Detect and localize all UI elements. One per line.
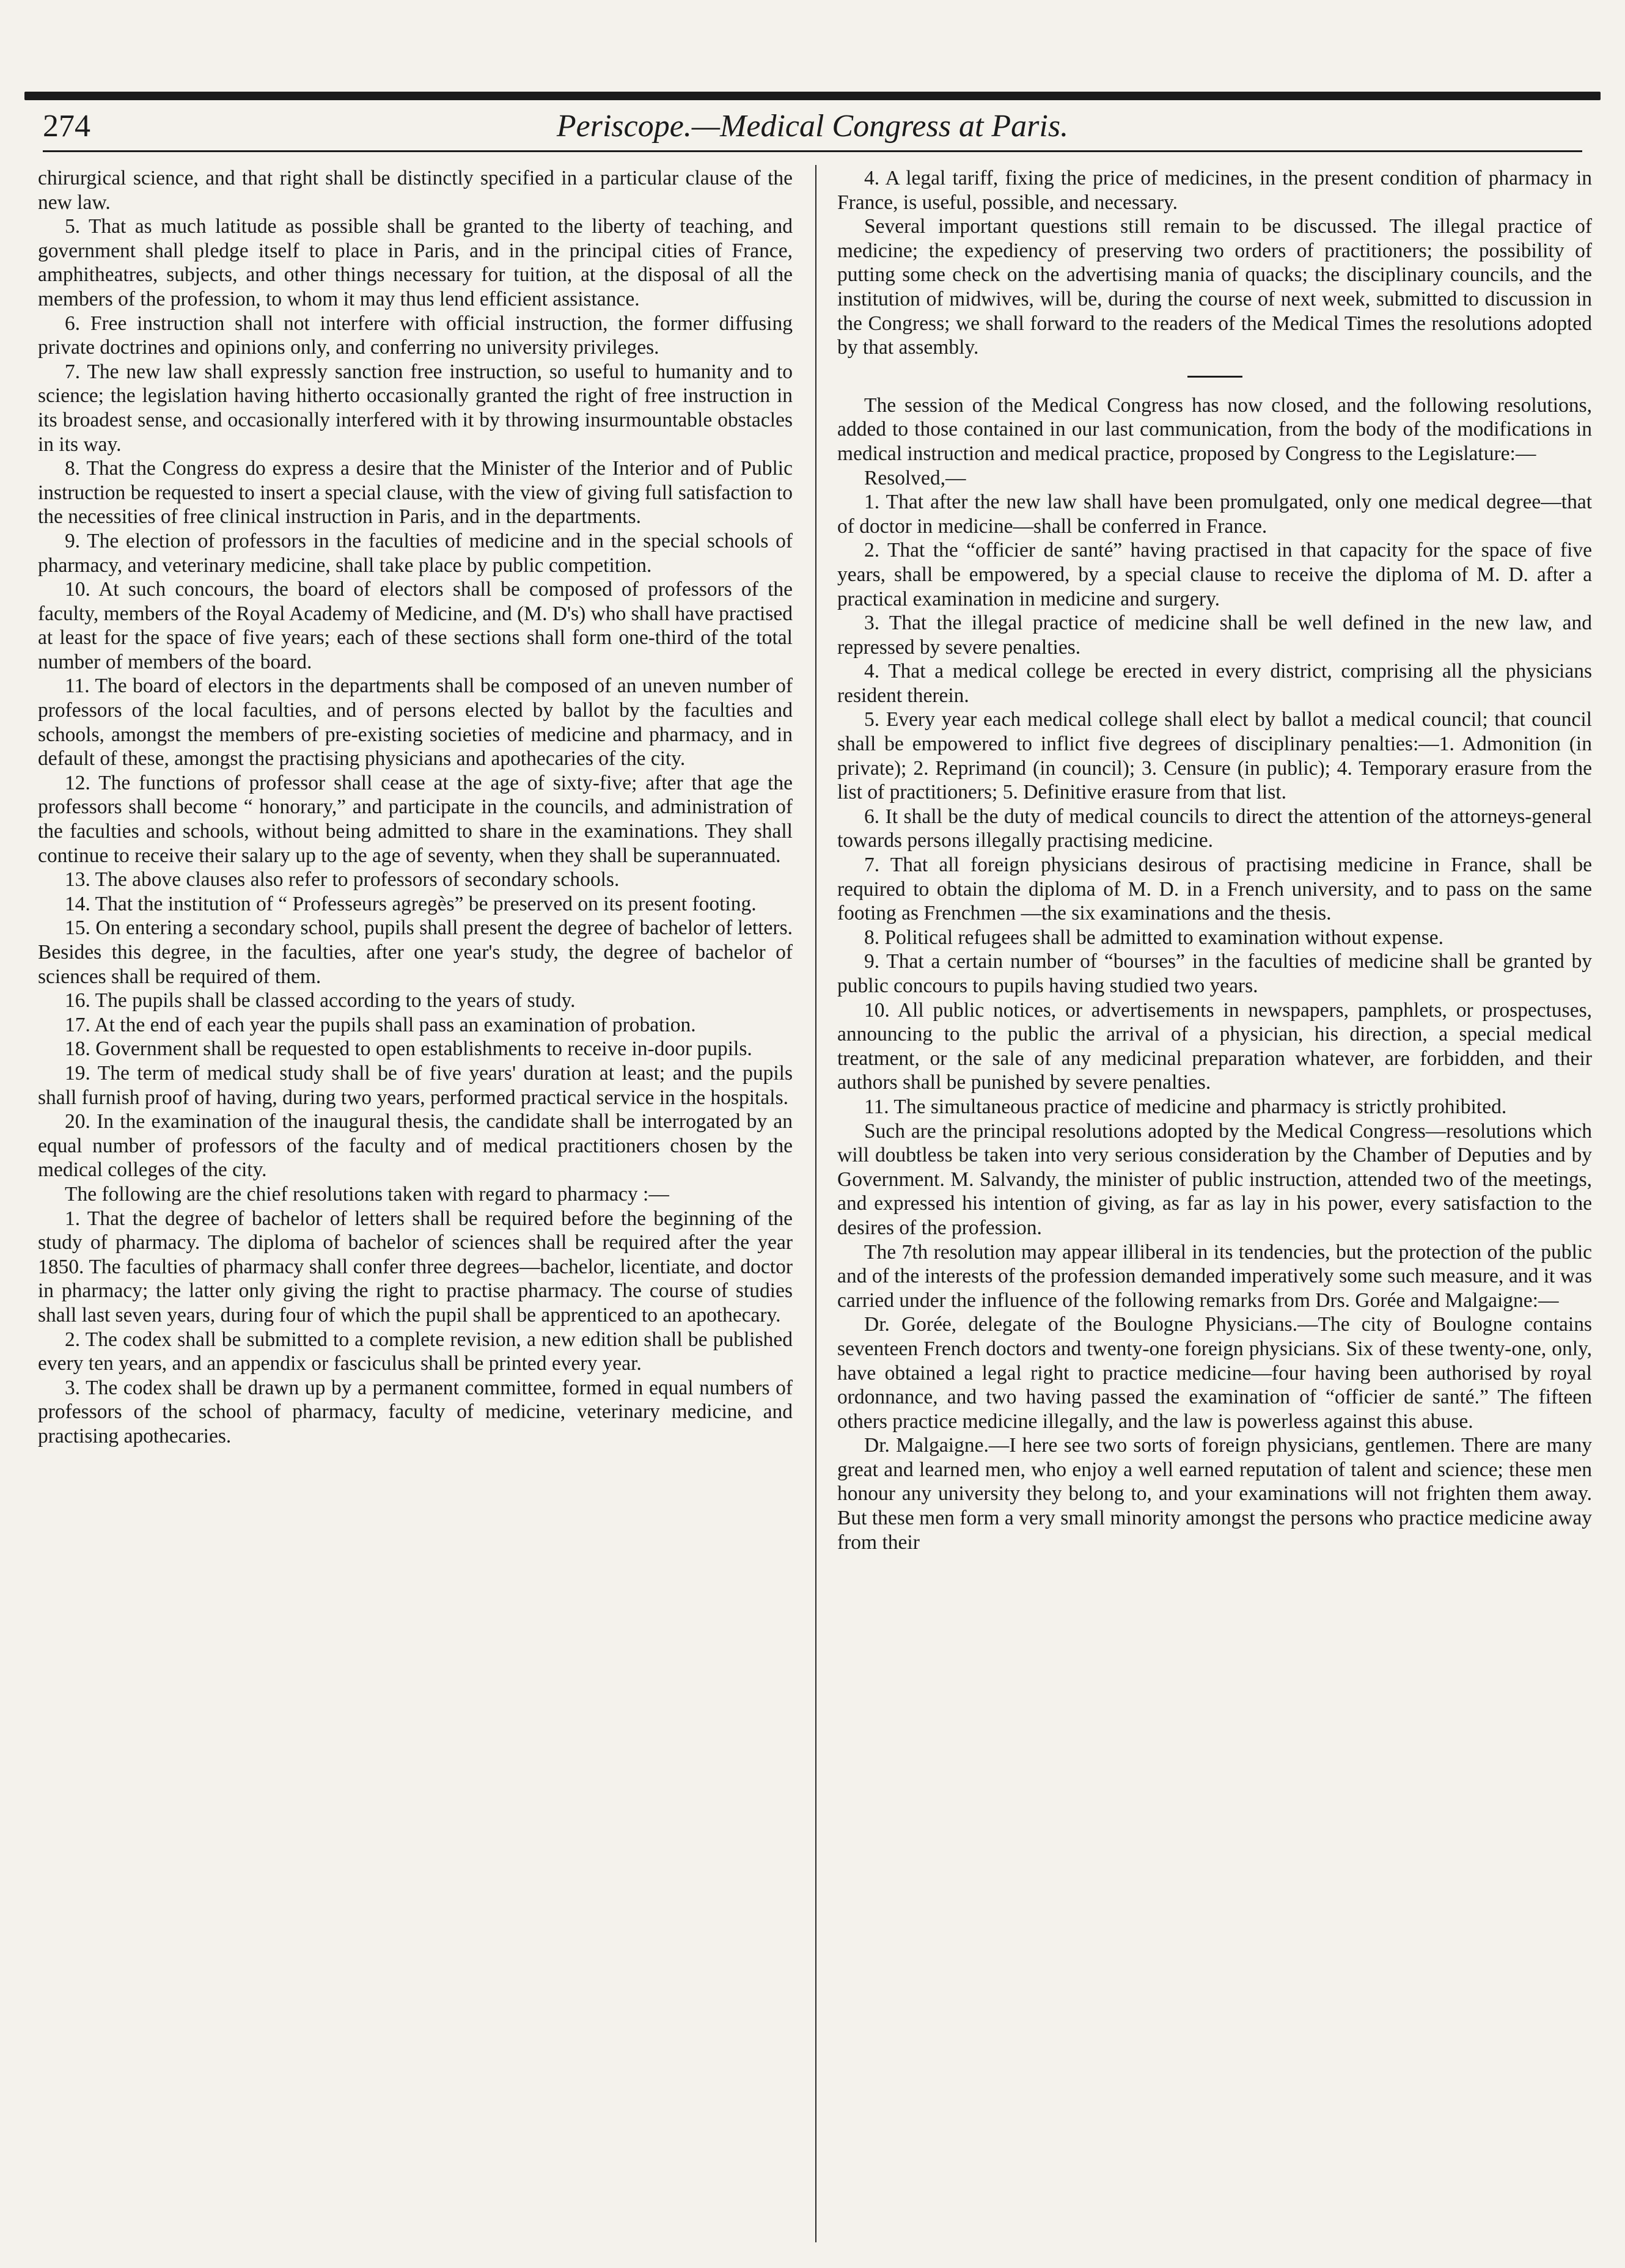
paragraph: 6. Free instruction shall not interfere with official instruction, the former diffusing private doctrines and opinions only, and conferring no university privileges. [38,312,793,359]
paragraph: Such are the principal resolutions adopted by the Medical Congress—resolutions which will doubtless be taken into very serious consideration by the Chamber of Deputies and by Government. M. Salvandy, the minister of public instruction, attended two of the meetings, and expressed his intention of giving, as far as lay in his power, every satisfaction to the desires of the profession. [837,1119,1592,1239]
running-head: Periscope.—Medical Congress at Paris. [556,109,1069,144]
paragraph: 4. That a medical college be erected in every district, comprising all the physicians resident therein. [837,660,1592,707]
paragraph: 8. Political refugees shall be admitted to examination without expense. [864,926,1443,949]
paragraph: 1. That after the new law shall have been promulgated, only one medical degree—that of doctor in medicine—shall be conferred in France. [837,491,1592,538]
paragraph: The following are the chief resolutions taken with regard to pharmacy :— [65,1182,669,1205]
paragraph: 16. The pupils shall be classed according to the years of study. [65,989,576,1012]
paragraph: 7. That all foreign physicians desirous of practising medicine in France, shall be required to obtain the diploma of M. D. in a French university, and to pass on the same footing as Frenchmen —the six examinations and the thesis. [837,854,1592,925]
paragraph: Dr. Malgaigne.—I here see two sorts of foreign physicians, gentlemen. There are many great and learned men, who enjoy a well earned reputation of talent and science; these men honour any university they belong to, and your examinations will not frighten them away. But these men form a very small minority amongst the persons who practice medicine away from their [837,1434,1592,1554]
right-column [837,166,1592,1554]
paragraph: chirurgical science, and that right shall be distinctly specified in a particular clause of the new law. [38,167,793,214]
paragraph: 17. At the end of each year the pupils shall pass an examination of probation. [65,1013,696,1036]
paragraph: 11. The board of electors in the departments shall be composed of an uneven number of professors of the local faculties, and of persons elected by ballot by the faculties and schools, amongst the members of pre-existing societies of medicine and pharmacy, and in default of these, amongst the practising physicians and apothecaries of the city. [38,675,793,770]
paragraph: 9. That a certain number of “bourses” in the faculties of medicine shall be granted by public concours to pupils having studied two years. [837,950,1592,997]
top-rule [24,92,1601,100]
section-divider [1187,376,1242,378]
paragraph: Several important questions still remain to be discussed. The illegal practice of medicine; the expediency of preserving two orders of practitioners; the possibility of putting some check on the advertising mania of quacks; the disciplinary councils, and the institution of midwives, will be, during the course of next week, submitted to discussion in the Congress; we shall forward to the readers of the Medical Times the resolutions adopted by that assembly. [837,215,1592,359]
paragraph: 2. The codex shall be submitted to a complete revision, a new edition shall be published every ten years, and an appendix or fasciculus shall be printed every year. [38,1328,793,1375]
paragraph: 3. The codex shall be drawn up by a permanent committee, formed in equal numbers of professors of the school of pharmacy, faculty of medicine, veterinary medicine, and practising apothecaries. [38,1376,793,1447]
paragraph: 3. That the illegal practice of medicine shall be well defined in the new law, and repressed by severe penalties. [837,612,1592,659]
paragraph: 5. Every year each medical college shall elect by ballot a medical council; that council shall be empowered to inflict five degrees of disciplinary penalties:—1. Admonition (in private); 2. Reprimand (in council); 3. Censure (in public); 4. Temporary erasure from the list of practitioners; 5. Definitive erasure from that list. [837,708,1592,804]
paragraph: 19. The term of medical study shall be of five years' duration at least; and the pupils shall furnish proof of having, during two years, performed practical service in the hospitals. [38,1061,793,1109]
paragraph: 13. The above clauses also refer to professors of secondary schools. [65,868,620,891]
paragraph: 10. At such concours, the board of electors shall be composed of professors of the faculty, members of the Royal Academy of Medicine, and (M. D's) who shall have practised at least for the space of five years; each of these sections shall form one-third of the total number of members of the board. [38,578,793,673]
paragraph: The 7th resolution may appear illiberal in its tendencies, but the protection of the public and of the interests of the profession demanded imperatively some such measure, and it was carried under the influence of the following remarks from Drs. Gorée and Malgaigne:— [837,1240,1592,1312]
paragraph: 1. That the degree of bachelor of letters shall be required before the beginning of the study of pharmacy. The diploma of bachelor of sciences shall be required after the year 1850. The faculties of pharmacy shall confer three degrees—bachelor, licentiate, and doctor in pharmacy; the latter only giving the right to practise pharmacy. The course of studies shall last seven years, during four of which the pupil shall be apprenticed to an apothecary. [38,1207,793,1326]
left-column [38,166,793,1448]
paragraph: 10. All public notices, or advertisements in newspapers, pamphlets, or prospectuses, announcing to the public the arrival of a physician, his direction, a special medical treatment, or the sale of any medicinal preparation whatever, are forbidden, and their authors shall be punished by severe penalties. [837,998,1592,1094]
paragraph: 7. The new law shall expressly sanction free instruction, so useful to humanity and to science; the legislation having hitherto occasionally granted the right of free instruction in its broadest sense, and occasionally interfered with it by throwing insurmountable obstacles in its way. [38,360,793,456]
page-number: 274 [43,109,90,144]
resolved-heading: Resolved,— [864,466,966,489]
paragraph: 18. Government shall be requested to open establishments to receive in-door pupils. [65,1037,752,1061]
paragraph: The session of the Medical Congress has now closed, and the following resolutions, added to those contained in our last communication, from the body of the modifications in medical instruction and medical practice, proposed by Congress to the Legislature:— [837,393,1592,465]
paragraph: 4. A legal tariff, fixing the price of medicines, in the present condition of pharmacy in France, is useful, possible, and necessary. [837,167,1592,214]
paragraph: 8. That the Congress do express a desire that the Minister of the Interior and of Public instruction be requested to insert a special clause, with the view of giving full satisfaction to the necessities of free clinical instruction in Paris, and in the departments. [38,457,793,529]
paragraph: 2. That the “officier de santé” having practised in that capacity for the space of five years, shall be empowered, by a special clause to receive the diploma of M. D. after a practical examination in medicine and surgery. [837,539,1592,610]
paragraph: Dr. Gorée, delegate of the Boulogne Physicians.—The city of Boulogne contains seventeen French doctors and twenty-one foreign physicians. Six of these twenty-one, only, have obtained a legal right to practice medicine—four having been authorised by royal ordonnance, and two having passed the examination of “officier de santé.” The fifteen others practice medicine illegally, and the law is powerless against this abuse. [837,1313,1592,1433]
column-divider [815,165,816,2242]
paragraph: 12. The functions of professor shall cease at the age of sixty-five; after that age the professors shall become “ honorary,” and participate in the councils, and administration of the faculties and schools, without being admitted to share in the examinations. They shall continue to receive their salary up to the age of seventy, when they shall be superannuated. [38,771,793,867]
paragraph: 11. The simultaneous practice of medicine and pharmacy is strictly prohibited. [864,1095,1507,1118]
paragraph: 6. It shall be the duty of medical councils to direct the attention of the attorneys-general towards persons illegally practising medicine. [837,805,1592,852]
paragraph: 15. On entering a secondary school, pupils shall present the degree of bachelor of letters. Besides this degree, in the faculties, after one year's study, the degree of bachelor of sciences shall be required of them. [38,916,793,988]
paragraph: 5. That as much latitude as possible shall be granted to the liberty of teaching, and government shall pledge itself to place in Paris, and in the principal cities of France, amphitheatres, subjects, and other things necessary for tuition, at the disposal of all the members of the profession, to whom it may thus lend efficient assistance. [38,215,793,310]
paragraph: 9. The election of professors in the faculties of medicine and in the special schools of pharmacy, and veterinary medicine, shall take place by public competition. [38,529,793,577]
paragraph: 14. That the institution of “ Professeurs agregès” be preserved on its present footing. [65,892,757,915]
header-rule [43,150,1582,152]
paragraph: 20. In the examination of the inaugural thesis, the candidate shall be interrogated by an equal number of professors of the faculty and of medical practitioners chosen by the medical colleges of the city. [38,1110,793,1182]
page-header [43,105,1582,148]
